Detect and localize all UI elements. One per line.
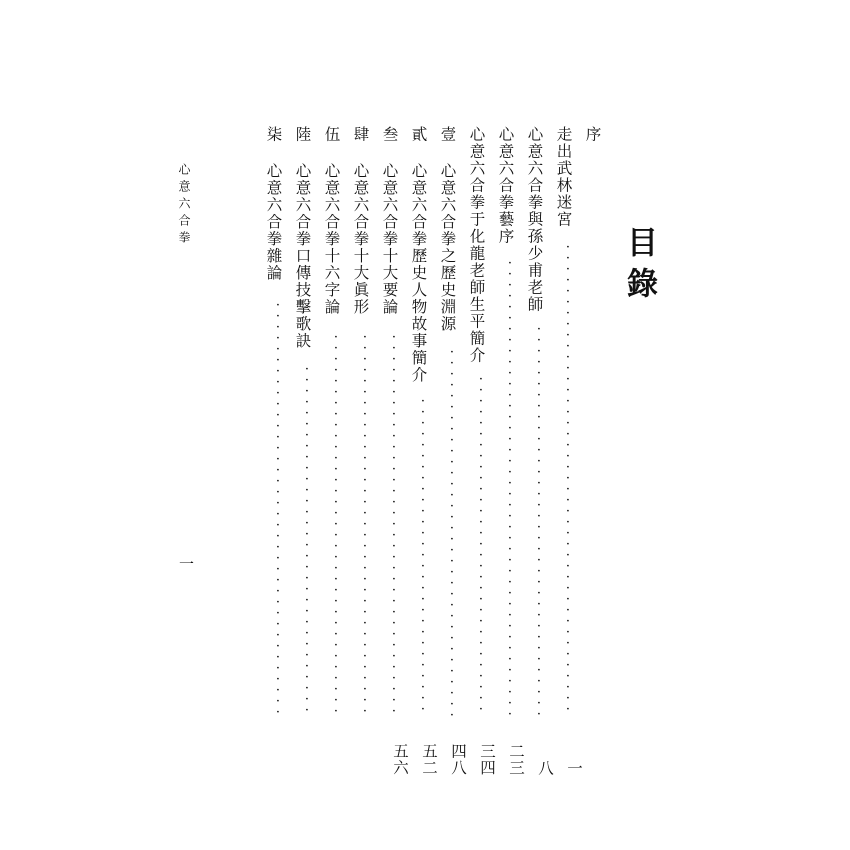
- toc-leader-dots: · · · · · · · · · · · · · · · · · · · · · · · · · · · · · · ·: [478, 372, 484, 717]
- toc-entry[interactable]: [555, 126, 581, 776]
- table-of-contents: [236, 126, 602, 786]
- toc-entry-label: 貳 心意六合拳歷史人物故事簡介: [409, 126, 428, 384]
- toc-entry-page: 三四: [478, 743, 496, 776]
- toc-leader-dots: · · · · · · · · · · · · · · · · · · · · · · · · · · · · · · · ·: [304, 362, 310, 718]
- toc-leader-dots: · · · · · · · · · · · · · · · · · · · · · · · · · · · · ·: [420, 394, 426, 717]
- toc-entry[interactable]: [410, 126, 436, 776]
- toc-entry-page: 八: [536, 759, 554, 776]
- page-number: 一: [177, 556, 195, 571]
- toc-leader-dots: · · · · · · · · · · · · · · · · · · · · · · · · · · · · · · · · · · ·: [391, 330, 397, 719]
- toc-entry-label: 心意六合拳于化龍老師生平簡介: [467, 126, 486, 364]
- toc-leader-dots: · · · · · · · · · · · · · · · · · · · · · · · · · · · · · · · · · · ·: [333, 330, 339, 719]
- toc-entry-label: 柒 心意六合拳雜論: [264, 126, 283, 282]
- toc-entry[interactable]: [497, 126, 523, 776]
- running-header-title: 心意六合拳: [177, 163, 191, 248]
- toc-leader-dots: · · · · · · · · · · · · · · · · · · · · · · · · · · · · · · · · · · ·: [362, 330, 368, 719]
- toc-entry[interactable]: [352, 126, 378, 776]
- toc-entry-page: 五二: [420, 743, 438, 776]
- toc-entry-label: 心意六合拳藝序: [496, 126, 515, 245]
- toc-entry-label: 壹 心意六合拳之歷史淵源: [438, 126, 457, 333]
- toc-entry-label: 序: [583, 126, 602, 143]
- toc-entry-page: 二三: [507, 743, 525, 776]
- toc-entry-page: 四八: [449, 743, 467, 776]
- toc-entry-label: 叁 心意六合拳十大要論: [380, 126, 399, 316]
- toc-entry-label: 肆 心意六合拳十大眞形: [351, 126, 370, 316]
- toc-leader-dots: · · · · · · · · · · · · · · · · · · · · · · · · · · · · · · · · · ·: [449, 345, 455, 723]
- toc-entry-page: 五六: [391, 743, 409, 776]
- toc-entry-label: 伍 心意六合拳十六字論: [322, 126, 341, 316]
- toc-leader-dots: · · · · · · · · · · · · · · · · · · · · · · · · · · · · · · · · · · · · · · · · · ·: [507, 256, 513, 722]
- toc-entry[interactable]: [381, 126, 407, 776]
- toc-entry[interactable]: [584, 126, 610, 776]
- toc-entry[interactable]: [526, 126, 552, 776]
- toc-entry[interactable]: [439, 126, 465, 776]
- toc-entry-label: 陸 心意六合拳口傳技擊歌訣: [293, 126, 312, 350]
- toc-leader-dots: · · · · · · · · · · · · · · · · · · · · · · · · · · · · · · · · · · · ·: [536, 322, 542, 722]
- toc-entry[interactable]: [323, 126, 349, 776]
- toc-entry-page: 一: [565, 759, 583, 776]
- toc-entry[interactable]: [265, 126, 291, 776]
- toc-entry[interactable]: [468, 126, 494, 776]
- toc-entry-label: 心意六合拳與孫少甫老師: [525, 126, 544, 313]
- toc-leader-dots: · · · · · · · · · · · · · · · · · · · · · · · · · · · · · · · · · · · · · ·: [275, 298, 281, 720]
- toc-leader-dots: · · · · · · · · · · · · · · · · · · · · · · · · · · · · · · · · · · · · · · · · · · ·: [565, 240, 571, 717]
- toc-entry[interactable]: [294, 126, 320, 776]
- page-title: 目錄: [621, 226, 657, 308]
- toc-entry-label: 走出武林迷宮: [554, 126, 573, 228]
